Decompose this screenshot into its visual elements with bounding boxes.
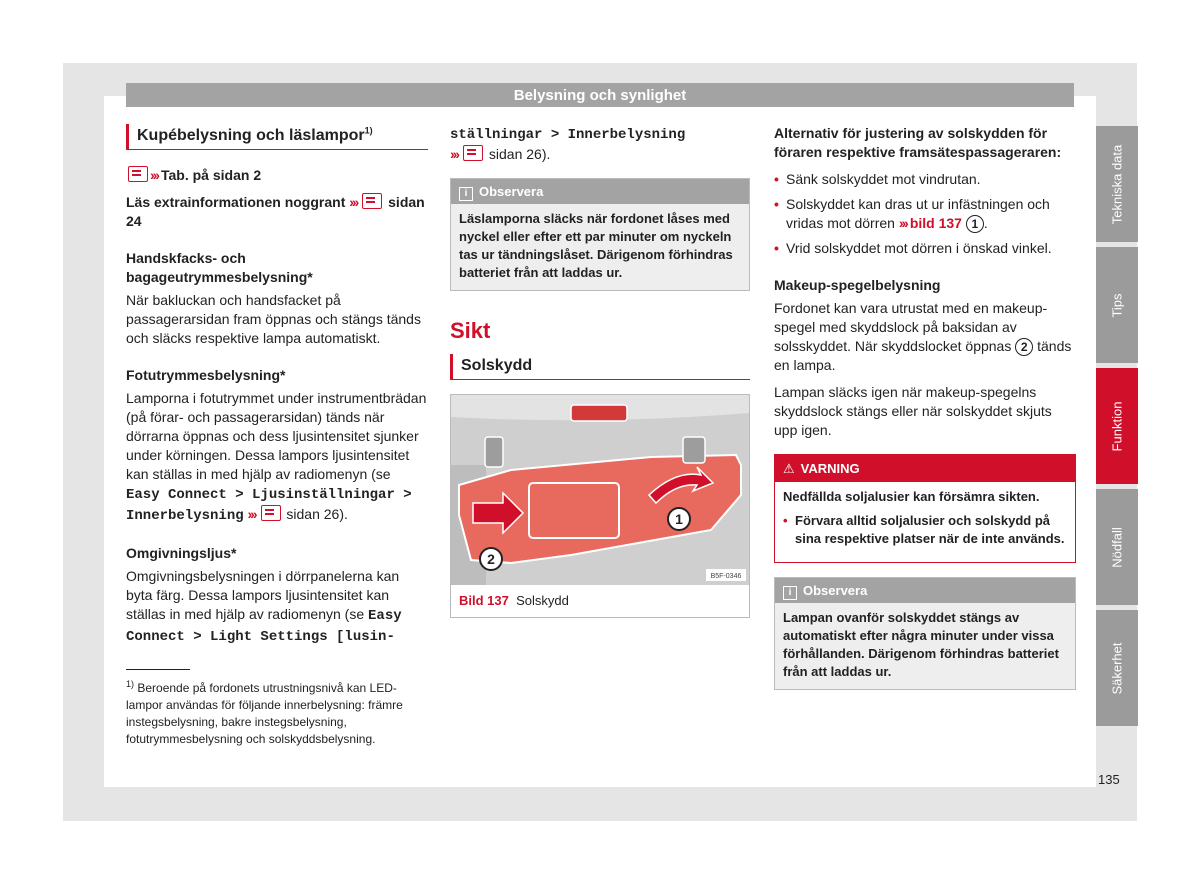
heading-ambient-light: Omgivningsljus* [126,545,237,561]
note-header: i Observera [451,179,749,204]
chapter-title-visibility: Sikt [450,318,491,343]
callout-number: 2 [1015,338,1033,356]
menu-path: ställningar > Innerbelysning [450,127,686,143]
footnote: $^{1)}$ Beroende på fordonets utrustningsnivå kan LED-lampor användas för följande innerbelysning: främre instegsbelysning, bakre instegsbelysning, fotutrymmesbelysning och solskyddsbelysning. [126,679,403,746]
figure-code: B5F-0346 [710,573,742,580]
section-title-interior-lighting: Kupébelysning och läslampor$^{1)}$ [126,124,428,150]
list-item: • Sänk solskyddet mot vindrutan. [774,170,1076,189]
column-middle [450,124,750,618]
chevron-icon: ››› [349,194,358,210]
side-tab-emergency[interactable]: Nödfall [1096,489,1138,605]
page-number: 135 [1098,772,1120,787]
book-icon [463,145,483,161]
note-header: i Observera [775,578,1075,603]
sun-visor-illustration [451,395,749,585]
warning-header: ⚠ VARNING [775,455,1075,482]
chevron-icon: ››› [898,215,907,231]
paragraph-lamp-off: Lampan släcks igen när makeup-spegelns skyddslock stängs eller när solskyddet skjuts upp igen. [774,384,1052,438]
chapter-header: Belysning och synlighet [126,83,1074,107]
table-icon [128,166,148,182]
column-left [126,124,428,748]
note-box [450,178,750,291]
column-right [774,124,1076,704]
chevron-icon: ››› [150,167,158,183]
side-tab-tips[interactable]: Tips [1096,247,1138,363]
chevron-icon: ››› [450,146,458,162]
list-item: • Förvara alltid soljalusier och solskydd på sina respektive platser när de inte används. [783,512,1067,548]
figure-caption: Bild 137 Solskydd [459,593,569,608]
book-icon [362,193,382,209]
figure-callout-2: 2 [487,551,495,567]
heading-footwell-lighting: Fotutrymmesbelysning* [126,367,286,383]
figure-callout-1: 1 [675,511,683,527]
info-icon: i [459,187,473,201]
list-item: • Solskyddet kan dras ut ur infästningen och vridas mot dörren ››› bild 137 1 . [774,195,1076,233]
continued-text: ställningar > Innerbelysning ››› sidan 26). [450,127,686,162]
section-title-sun-visor: Solskydd [450,354,750,380]
note-box [774,577,1076,690]
extra-info-line: Läs extrainformationen noggrant ››› sidan 24 [126,194,425,229]
book-icon [261,505,281,521]
tab-reference: ››› Tab. på sidan 2 [126,166,428,185]
menu-path: Easy Connect > Ljusinställningar > Innerbelysning [126,487,412,524]
side-tab-safety[interactable]: Säkerhet [1096,610,1138,726]
list-item: • Vrid solskyddet mot dörren i önskad vinkel. [774,239,1076,258]
note-body: Lampan ovanför solskyddet stängs av automatiskt efter några minuter under vissa förhållanden. Därigenom förhindras batteriet från att laddas ur. [783,610,1059,679]
paragraph-ambient: Omgivningsbelysningen i dörrpanelerna kan byta färg. Dessa lampors ljusintensitet kan ställas in med hjälp av radiomenyn (se Easy Connect > Light Settings [lusin- [126,568,402,645]
paragraph-footwell: Lamporna i fotutrymmet under instrumentbrädan (på förar- och passagerarsidan) tänds när dörrarna öppnas och dess ljusintensitet sjunker under körningen. Dessa lampors ljusintensitet kan ställas in med hjälp av radiomenyn (se Easy Connect > Ljusinställningar > Innerbelysning ››› sidan 26). [126,390,427,524]
callout-number: 1 [966,215,984,233]
chevron-icon: ››› [247,506,256,522]
heading-makeup-mirror: Makeup-spegelbelysning [774,277,941,293]
info-icon: i [783,586,797,600]
heading-glovebox-lighting: Handskfacks- och bagageutrymmesbelysning* [126,250,313,285]
warning-triangle-icon: ⚠ [783,461,795,476]
footnote-ref: 1) [364,125,373,136]
side-tab-technical-data[interactable]: Tekniska data [1096,126,1138,242]
warning-box [774,454,1076,563]
warning-body: Nedfällda soljalusier kan försämra sikten. • Förvara alltid soljalusier och solskydd på sina respektive platser när de inte används. [775,482,1075,562]
figure-sun-visor [450,394,750,618]
intro-text: Alternativ för justering av solskydden för föraren respektive framsätespassageraren: [774,125,1062,160]
page-ref: sidan 26 [286,506,340,522]
page-ref: sidan 26 [488,146,542,162]
footnote-divider [126,669,190,670]
side-tab-function[interactable]: Funktion [1096,368,1138,484]
menu-path: Easy Connect > Light Settings [lusin- [126,608,402,645]
paragraph-glovebox: När bakluckan och handsfacket på passagerarsidan fram öppnas och stängs tänds och släcks respektive lampa automatiskt. [126,292,421,346]
note-body: Läslamporna släcks när fordonet låses med nyckel eller efter ett par minuter om nyckeln tas ur tändningslåset. Därigenom förhindras batteriet från att laddas ur. [459,211,733,280]
paragraph-makeup-mirror: Fordonet kan vara utrustat med en makeup-spegel med skyddslock på baksidan av solsskyddet. När skyddslocket öppnas 2 tänds en lampa. [774,300,1072,373]
